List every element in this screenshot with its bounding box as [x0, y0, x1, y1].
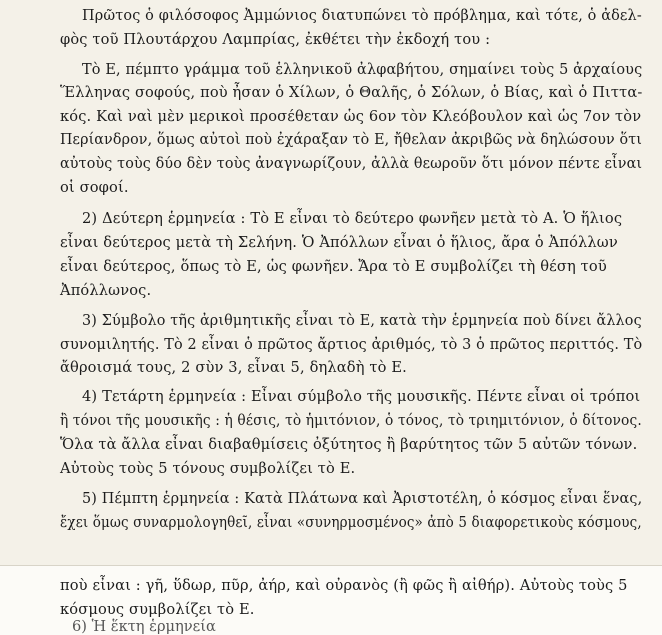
text-line: 5) Πέμπτη ἑρμηνεία : Κατὰ Πλάτωνα καὶ Ἀριστοτέλη, ὁ κόσμος εἶναι ἕνας,	[82, 490, 643, 507]
text-line: φὸς τοῦ Πλουτάρχου Λαμπρίας, ἐκθέτει τὴν ἐκδοχή του :	[60, 31, 491, 48]
text-line: Ἀπόλλωνος.	[60, 282, 152, 299]
text-line: Πρῶτος ὁ φιλόσοφος Ἀμμώνιος διατυπώνει τὸ πρόβλημα, καὶ τότε, ὁ ἀδελ-	[82, 7, 642, 24]
text-line: κόσμους συμβολίζει τὸ Ε.	[60, 601, 255, 618]
text-line: Περίανδρον, ὅμως αὐτοὶ ποὺ ἐχάραξαν τὸ Ε, ἤθελαν ἀκριβῶς νὰ δηλώσουν ὅτι	[60, 131, 642, 148]
text-line-fragment: 6) Ἡ ἕκτη ἑρμηνεία	[72, 618, 216, 635]
text-line: 4) Τετάρτη ἑρμηνεία : Εἶναι σύμβολο τῆς μουσικῆς. Πέντε εἶναι οἱ τρόποι	[82, 388, 641, 405]
text-line: Ὅλα τὰ ἄλλα εἶναι διαβαθμίσεις ὀξύτητος ἢ βαρύτητος τῶν 5 αὐτῶν τόνων.	[60, 436, 638, 453]
text-line: 3) Σύμβολο τῆς ἀριθμητικῆς εἶναι τὸ Ε, κατὰ τὴν ἑρμηνεία ποὺ δίνει ἄλλος	[82, 312, 642, 329]
text-line: συνομιλητής. Τὸ 2 εἶναι ὁ πρῶτος ἄρτιος ἀριθμός, τὸ 3 ὁ πρῶτος περιττός. Τὸ	[60, 336, 643, 353]
text-line: οἱ σοφοί.	[60, 179, 129, 196]
text-line: κός. Καὶ ναὶ μὲν μερικοὶ προσέθεταν ὡς 6ον τὸν Κλεόβουλον καὶ ὡς 7ον τὸν	[60, 108, 642, 125]
text-line: ἄθροισμά τους, 2 σὺν 3, εἶναι 5, δηλαδὴ τὸ Ε.	[60, 359, 407, 376]
text-line: ποὺ εἶναι : γῆ, ὕδωρ, πῦρ, ἀήρ, καὶ οὐρανὸς (ἢ φῶς ἢ αἰθήρ). Αὐτοὺς τοὺς 5	[60, 577, 628, 594]
text-line: εἶναι δεύτερος μετὰ τὴ Σελήνη. Ὁ Ἀπόλλων εἶναι ὁ ἥλιος, ἄρα ὁ Ἀπόλλων	[60, 234, 618, 251]
text-line: Ἕλληνας σοφούς, ποὺ ἦσαν ὁ Χίλων, ὁ Θαλῆς, ὁ Σόλων, ὁ Βίας, καὶ ὁ Πιττα-	[60, 84, 643, 101]
text-line: Τὸ Ε, πέμπτο γράμμα τοῦ ἑλληνικοῦ ἀλφαβήτου, σημαίνει τοὺς 5 ἀρχαίους	[82, 61, 643, 78]
cut-off-line	[72, 618, 216, 635]
text-line: ἔχει ὅμως συναρμολογηθεῖ, εἶναι «συνηρμοσμένος» ἀπὸ 5 διαφορετικοὺς κόσμους,	[60, 514, 642, 531]
text-line: αὐτοὺς τοὺς δύο δὲν τοὺς ἀναγνωρίζουν, ἀλλὰ θεωροῦν ὅτι μόνον πέντε εἶναι	[60, 155, 643, 172]
text-line: ἢ τόνοι τῆς μουσικῆς : ἡ θέσις, τὸ ἡμιτόνιον, ὁ τόνος, τὸ τριημιτόνιον, ὁ δίτονος.	[60, 412, 642, 429]
text-line: Αὐτοὺς τοὺς 5 τόνους συμβολίζει τὸ Ε.	[60, 460, 356, 477]
text-line: εἶναι δεύτερος, ὅπως τὸ Ε, ὡς φωνῆεν. Ἄρα τὸ Ε συμβολίζει τὴ θέση τοῦ	[60, 258, 607, 275]
text-line: 2) Δεύτερη ἑρμηνεία : Τὸ Ε εἶναι τὸ δεύτερο φωνῆεν μετὰ τὸ Α. Ὁ ἥλιος	[82, 210, 623, 227]
